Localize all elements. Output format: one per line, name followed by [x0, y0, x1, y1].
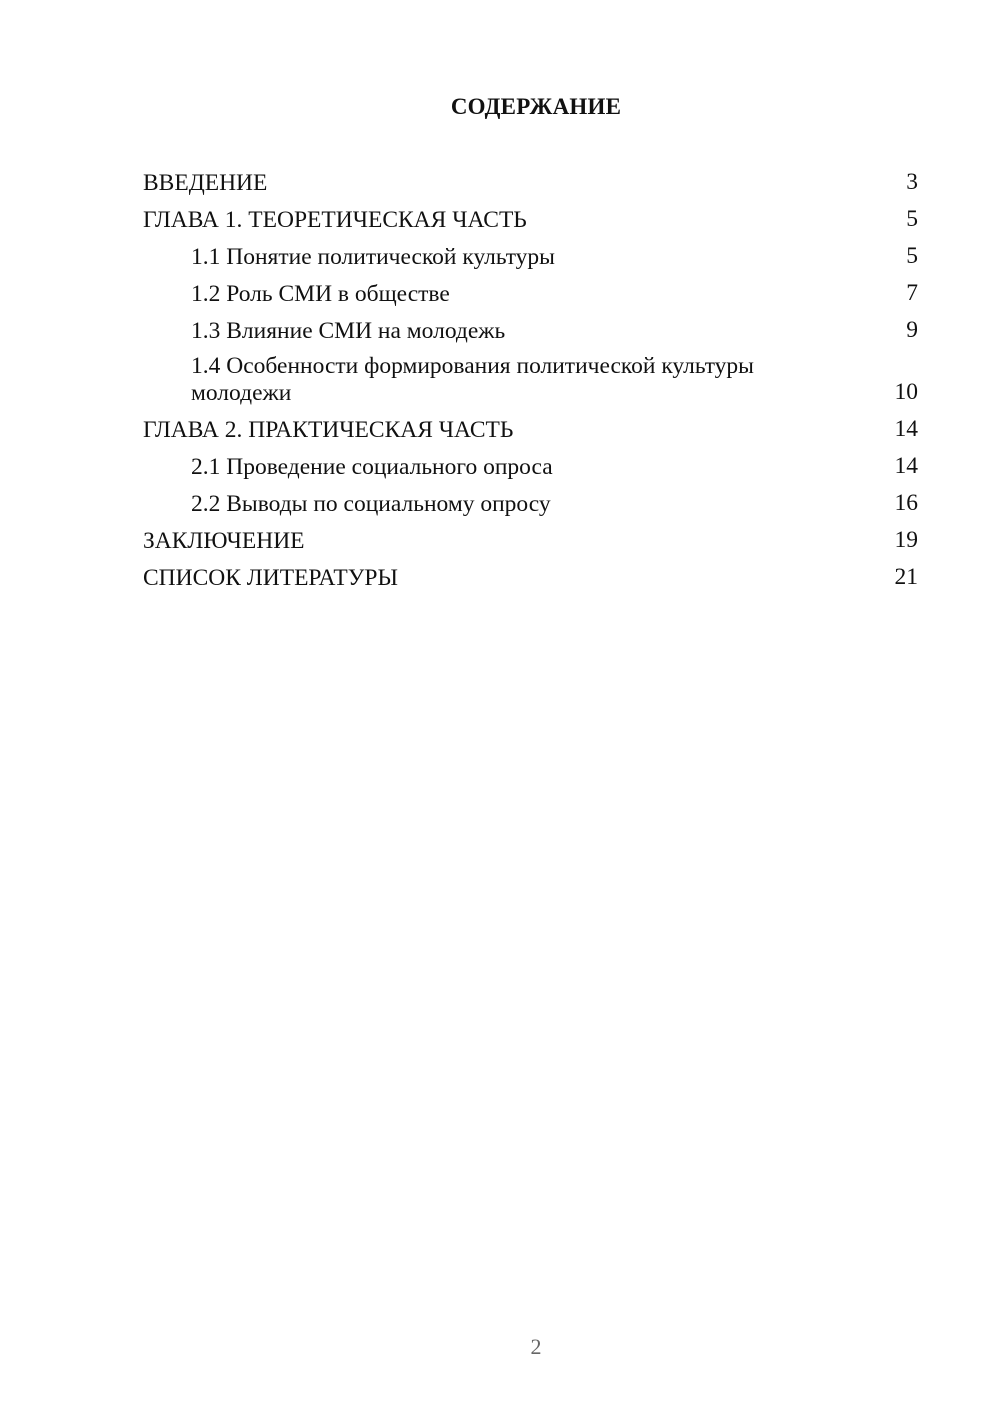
toc-entry-section-1-2[interactable]	[143, 279, 918, 308]
toc-entry-label: 1.4 Особенности формирования политической культуры молодежи	[191, 353, 754, 406]
toc-entry-label: ГЛАВА 1. ТЕОРЕТИЧЕСКАЯ ЧАСТЬ	[143, 207, 527, 233]
toc-entry-page: 14	[894, 416, 918, 442]
toc-entry-references[interactable]	[143, 563, 918, 592]
toc-entry-label: 1.1 Понятие политической культуры	[191, 244, 555, 270]
toc-entry-section-1-1[interactable]	[143, 242, 918, 271]
toc-entry-page: 9	[906, 317, 918, 343]
toc-entry-page: 16	[894, 490, 918, 516]
toc-entry-label: ВВЕДЕНИЕ	[143, 170, 268, 196]
toc-entry-page: 5	[906, 243, 918, 269]
toc-entry-page: 7	[906, 280, 918, 306]
toc-entry-label: 2.2 Выводы по социальному опросу	[191, 491, 551, 517]
toc-entry-section-2-2[interactable]	[143, 489, 918, 518]
toc-entry-label: ЗАКЛЮЧЕНИЕ	[143, 528, 305, 554]
toc-entry-page: 14	[894, 453, 918, 479]
toc-entry-page: 5	[906, 206, 918, 232]
toc-entry-section-1-3[interactable]	[143, 316, 918, 345]
toc-entry-label: 1.3 Влияние СМИ на молодежь	[191, 318, 506, 344]
toc-entry-label: 2.1 Проведение социального опроса	[191, 454, 553, 480]
toc-entry-label: 1.2 Роль СМИ в обществе	[191, 281, 450, 307]
toc-entry-section-1-4[interactable]	[143, 353, 918, 407]
toc-entry-page: 10	[894, 379, 918, 405]
toc-entry-chapter-1[interactable]	[143, 205, 918, 234]
toc-entry-page: 3	[906, 169, 918, 195]
toc-title: СОДЕРЖАНИЕ	[450, 94, 622, 119]
toc-entry-chapter-2[interactable]	[143, 415, 918, 444]
page-number: 2	[530, 1334, 542, 1359]
table-of-contents	[143, 168, 918, 600]
toc-entry-section-2-1[interactable]	[143, 452, 918, 481]
toc-entry-conclusion[interactable]	[143, 526, 918, 555]
toc-entry-label: СПИСОК ЛИТЕРАТУРЫ	[143, 565, 398, 591]
toc-entry-page: 19	[894, 527, 918, 553]
toc-entry-page: 21	[894, 564, 918, 590]
toc-entry-label: ГЛАВА 2. ПРАКТИЧЕСКАЯ ЧАСТЬ	[143, 417, 514, 443]
toc-entry-introduction[interactable]	[143, 168, 918, 197]
